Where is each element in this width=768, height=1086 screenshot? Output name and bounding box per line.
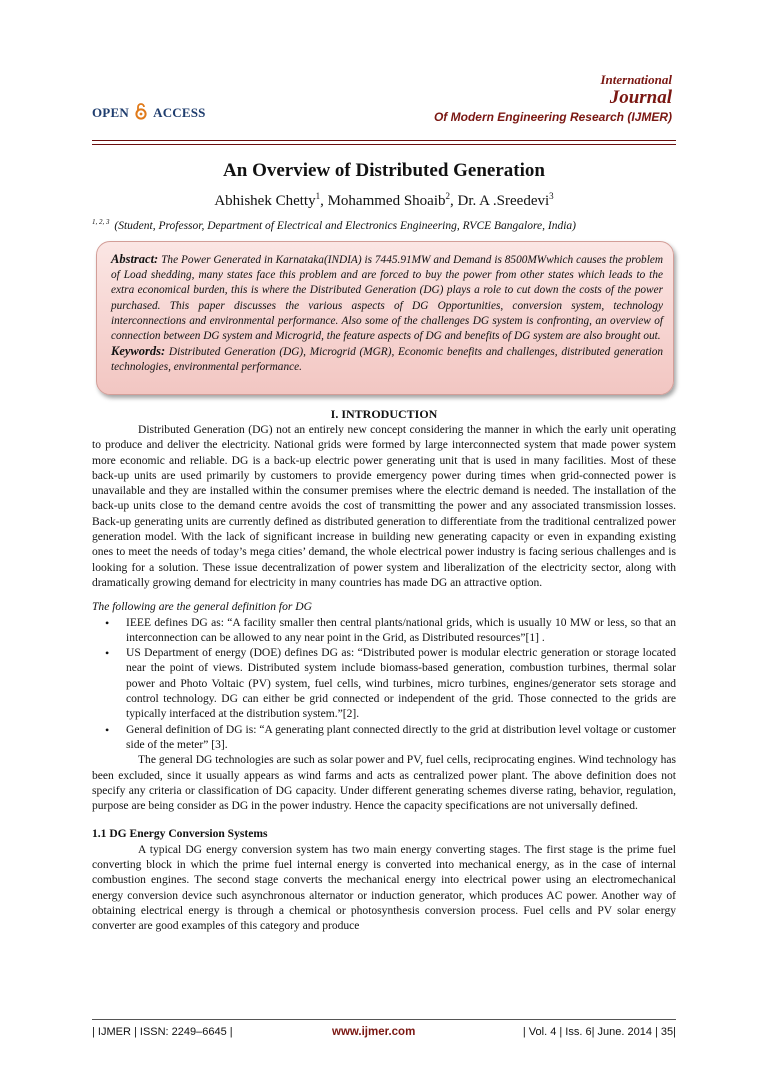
open-access-logo xyxy=(92,102,206,121)
subsection-heading: 1.1 DG Energy Conversion Systems xyxy=(92,828,268,841)
author-superscript: 1 xyxy=(315,191,321,201)
technologies-paragraph: The general DG technologies are such as solar power and PV, fuel cells, reciprocating engines. Wind technology has been excluded, since it usually appears as wind farms and acts as centralized power plant. The above definition does not specify any criteria or classification of DG capacity. Under different generating schemes diverse rating, behavior, regulation, purpose are being consider as DG in the power industry. Hence the capacity specifications are not universally defined. xyxy=(92,754,676,813)
definitions-list xyxy=(92,616,676,754)
page-footer xyxy=(92,1026,676,1042)
journal-line-international: International xyxy=(600,72,672,87)
intro-paragraph: Distributed Generation (DG) not an entirely new concept considering the manner in which the early unit operating to produce and deliver the electricity. National grids were formed by large interconnected system that made power system more economic and reliable. DG is a back-up electric power generating unit that is used in many facilities. Most of these back-up units are used primarily by customers to provide emergency power during times when grid-connected power is unavailable and they are installed within the consumer premises where the electric demand is needed. The installation of the back-up units close to the demand centre avoids the cost of transmitting the power and any associated transmission losses. Back-up generating units are currently defined as distributed generation to differentiate from the traditional centralized power generation model. With the lack of significant increase in building new generating capacity or even in expanding existing ones to meet the needs of today’s mega cities’ demand, the whole electrical power industry is facing serious challenges and is looking for a solution. These issue decentralization of power system and liberalization of the electricity sector, along with dramatically growing demand for electricity in many countries has made DG an attractive option. xyxy=(92,424,676,589)
list-item: • US Department of energy (DOE) defines DG as: “Distributed power is modular electric generation or storage located near the point of views. Distributed system include biomass-based generation, combustion turbines, thermal solar power and Photo Voltaic (PV) system, fuel cells, wind turbines, micro turbines, engines/generator sets storage and control technology. DG can either be grid connected or independent of the grid. Those connected to the grids are typically interfaced at the distribution system.”[2]. xyxy=(92,646,676,722)
abstract-text: The Power Generated in Karnataka(INDIA) is 7445.91MW and Demand is 8500MWwhich causes the problem of Load shedding, many states face this problem and are forced to buy the power from other states which leads to the extra economical burden, this is where the Distributed Generation (DG) plays a role to cut down the costs of the power purchased. This paper discusses the various aspects of DG Opportunities, conversion system, technology interconnections and environmental performance. Also some of the challenges DG system is confronting, an overview of connection between DG system and Microgrid, the feature aspects of DG and benefits of DG system are also brought out. xyxy=(111,254,664,343)
author-superscript: 3 xyxy=(549,191,554,201)
journal-line-journal: Journal xyxy=(609,87,672,108)
author-name: Dr. A .Sreedevi xyxy=(457,193,550,209)
header-rule xyxy=(92,140,676,141)
footer-volume-page: | Vol. 4 | Iss. 6| June. 2014 | 35| xyxy=(522,1026,676,1038)
journal-masthead xyxy=(92,72,676,148)
author-superscript: 2 xyxy=(445,191,450,201)
body-text xyxy=(92,423,676,935)
author-name: Abhishek Chetty xyxy=(214,193,316,209)
definitions-heading: The following are the general definition for DG xyxy=(92,601,312,614)
footer-website-link[interactable]: www.ijmer.com xyxy=(332,1026,416,1038)
author-list: Abhishek Chetty$^1$, Mohammed Shoaib$^2$, Dr. A .Sreedevi$^3$ xyxy=(214,191,554,209)
open-lock-icon xyxy=(134,102,148,120)
keywords-label: Keywords: xyxy=(111,344,166,359)
footer-issn: | IJMER | ISSN: 2249–6645 | xyxy=(92,1026,233,1038)
abstract-content xyxy=(111,252,663,376)
header-rule-thin xyxy=(92,144,676,145)
affiliation-superscript: 1, 2, 3 xyxy=(92,218,110,226)
conversion-paragraph: A typical DG energy conversion system has two main energy converting stages. The first stage is the prime fuel converting block in which the prime fuel internal energy is converted into mechanical energy, as in the case of internal combustion engines. The second stage converts the mechanical energy into electrical power using an electromechanical energy conversion device such asynchronous alternator or induction generator, which produces AC power. Another way of obtaining electrical energy is through a chemical or photosynthesis conversion process. Fuel cells and PV solar energy converter are good examples of this category and produce xyxy=(92,843,676,933)
journal-name xyxy=(434,72,672,124)
section-heading-introduction: I. INTRODUCTION xyxy=(330,407,438,421)
open-access-left: OPEN xyxy=(92,105,129,120)
list-item: • General definition of DG is: “A generating plant connected directly to the grid at distribution level voltage or customer side of the meter” [3]. xyxy=(92,723,676,754)
open-access-right: ACCESS xyxy=(153,105,206,120)
footer-rule xyxy=(92,1019,676,1020)
affiliation xyxy=(92,218,676,232)
paper-title: An Overview of Distributed Generation xyxy=(223,160,545,181)
author-name: Mohammed Shoaib xyxy=(327,193,446,209)
keywords-text: Distributed Generation (DG), Microgrid (MGR), Economic benefits and challenges, distributed generation technologies, environmental performance. xyxy=(111,346,664,374)
abstract-box xyxy=(96,241,674,395)
abstract-label: Abstract: xyxy=(111,252,159,266)
journal-line-subtitle: Of Modern Engineering Research (IJMER) xyxy=(433,110,672,124)
affiliation-text: (Student, Professor, Department of Electrical and Electronics Engineering, RVCE Bangalore, India) xyxy=(114,219,577,232)
list-item: • IEEE defines DG as: “A facility smaller then central plants/national grids, which is usually 10 MW or less, so that an interconnection can be allowed to any near point in the Grid, as Distributed resources”[1] . xyxy=(92,616,676,647)
